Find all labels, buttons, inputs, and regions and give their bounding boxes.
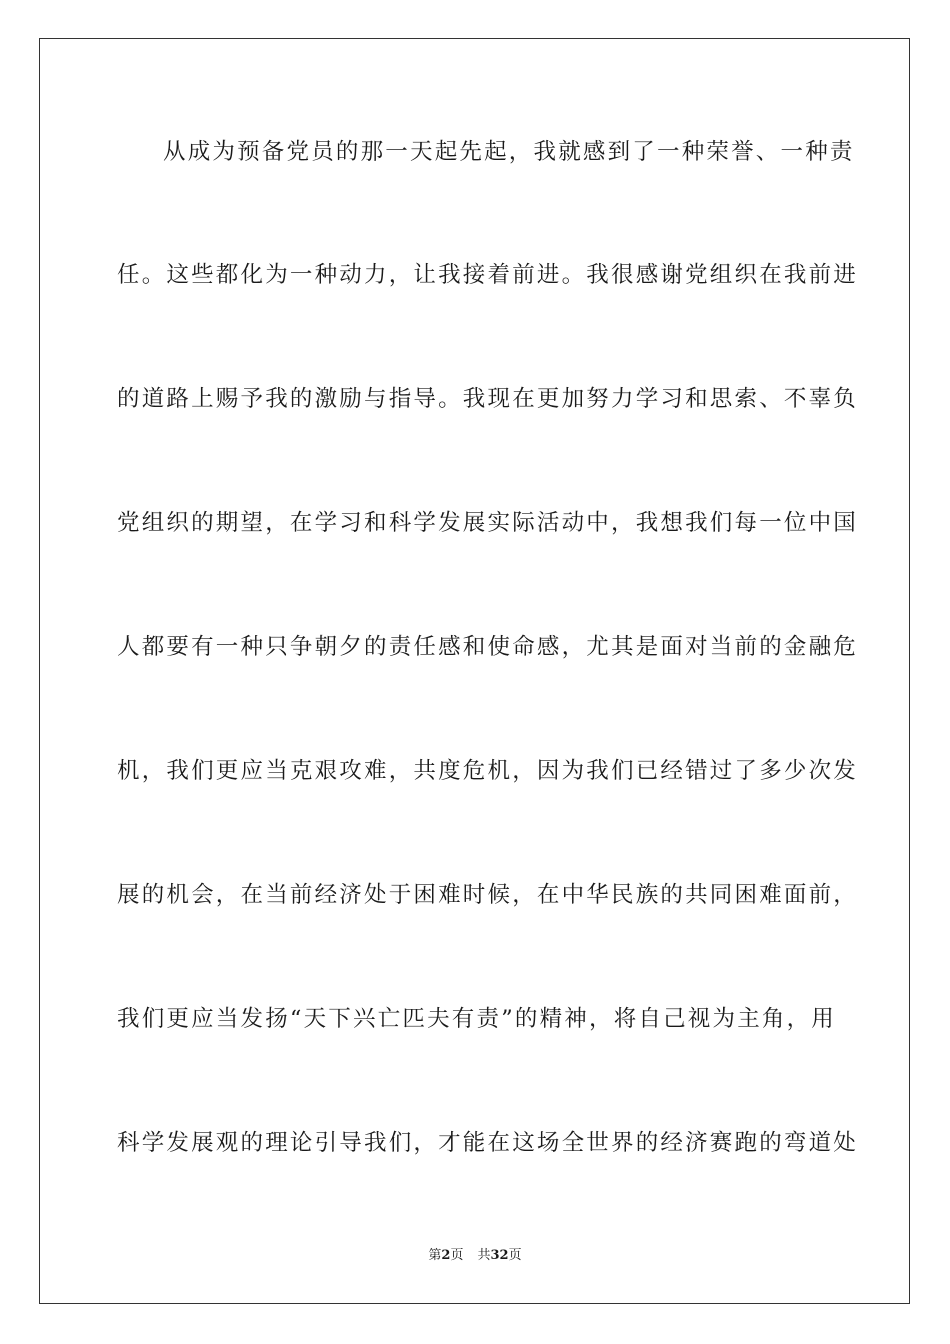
paragraph-line-3: 的道路上赐予我的激励与指导。我现在更加努力学习和思索、不辜负 [117, 386, 859, 412]
total-label-prefix: 共 [477, 1248, 491, 1263]
paragraph-line-4: 党组织的期望，在学习和科学发展实际活动中，我想我们每一位中国 [117, 510, 859, 536]
page-label-prefix: 第 [428, 1248, 442, 1263]
page-label-suffix: 页 [450, 1248, 464, 1263]
paragraph-line-7: 展的机会，在当前经济处于困难时候，在中华民族的共同困难面前， [117, 882, 859, 908]
paragraph-line-6: 机，我们更应当克艰攻难，共度危机，因为我们已经错过了多少次发 [117, 758, 859, 784]
page-border [39, 38, 910, 1304]
paragraph-line-8: 我们更应当发扬“天下兴亡匹夫有责”的精神，将自己视为主角，用 [117, 1006, 837, 1032]
paragraph-line-9: 科学发展观的理论引导我们，才能在这场全世界的经济赛跑的弯道处 [117, 1130, 859, 1156]
paragraph-line-1: 从成为预备党员的那一天起先起，我就感到了一种荣誉、一种责 [163, 139, 855, 165]
total-label-suffix: 页 [508, 1248, 522, 1263]
paragraph-line-2: 任。这些都化为一种动力，让我接着前进。我很感谢党组织在我前进 [117, 262, 859, 288]
page-number: 2 [441, 1248, 451, 1263]
page-footer [0, 1247, 950, 1265]
total-pages: 32 [490, 1248, 509, 1263]
paragraph-line-5: 人都要有一种只争朝夕的责任感和使命感，尤其是面对当前的金融危 [117, 634, 859, 660]
